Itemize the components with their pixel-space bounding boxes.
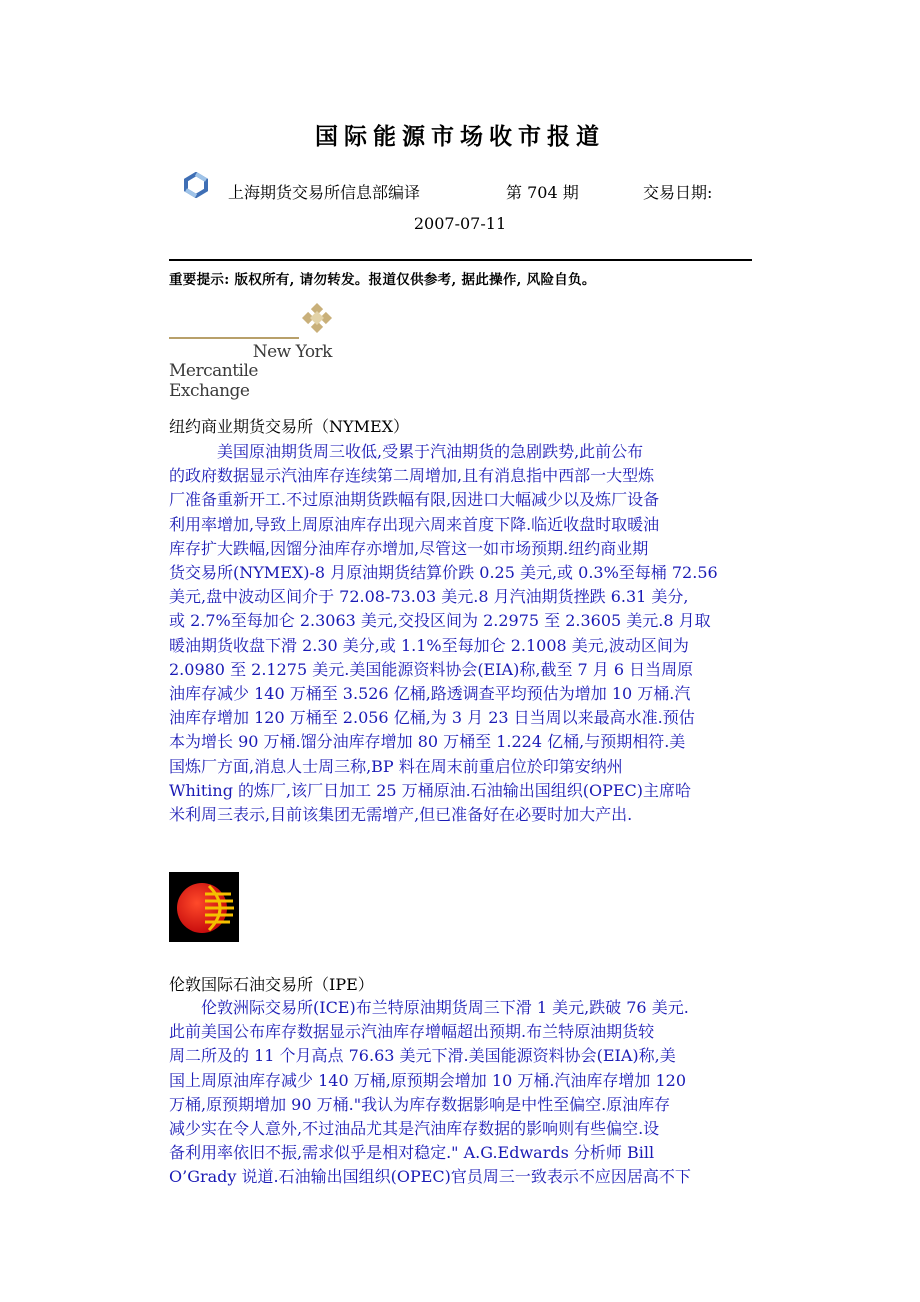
report-line: 货交易所(NYMEX)-8 月原油期货结算价跌 0.25 美元,或 0.3%至每桶 72.56 (169, 563, 718, 583)
report-line: 米利周三表示,目前该集团无需增产,但已准备好在必要时加大产出. (169, 805, 633, 825)
report-line: 油库存减少 140 万桶至 3.526 亿桶,路透调查平均预估为增加 10 万桶.汽 (169, 684, 691, 704)
report-line: O’Grady 说道.石油输出国组织(OPEC)官员周三一致表示不应因居高不下 (169, 1167, 691, 1187)
nymex-section-title: 纽约商业期货交易所（NYMEX） (169, 417, 410, 436)
ipe-logo (169, 872, 239, 942)
report-line: 美元,盘中波动区间介于 72.08-73.03 美元.8 月汽油期货挫跌 6.31 美分, (169, 587, 689, 607)
trade-date: 2007-07-11 (413, 214, 507, 233)
report-line: 厂准备重新开工.不过原油期货跌幅有限,因进口大幅减少以及炼厂设备 (169, 490, 660, 510)
header-divider (169, 259, 752, 261)
nymex-logo-line1: New York (252, 342, 332, 362)
report-line: 周二所及的 11 个月高点 76.63 美元下滑.美国能源资料协会(EIA)称,美 (169, 1046, 676, 1066)
nymex-logo (169, 300, 335, 401)
report-line: 利用率增加,导致上周原油库存出现六周来首度下降.临近收盘时取暖油 (169, 514, 660, 534)
ipe-section-title: 伦敦国际石油交易所（IPE） (169, 975, 374, 994)
ipe-report (169, 996, 752, 1190)
report-line: 伦敦洲际交易所(ICE)布兰特原油期货周三下滑 1 美元,跌破 76 美元. (169, 998, 689, 1017)
report-line: 库存扩大跌幅,因馏分油库存亦增加,尽管这一如市场预期.纽约商业期 (169, 538, 649, 558)
report-line: 美国原油期货周三收低,受累于汽油期货的急剧跌势,此前公布 (169, 442, 644, 461)
publisher-label: 上海期货交易所信息部编译 (228, 183, 421, 202)
copyright-notice: 重要提示: 版权所有, 请勿转发。报道仅供参考, 据此操作, 风险自负。 (169, 272, 596, 288)
report-line: 国炼厂方面,消息人士周三称,BP 料在周末前重启位於印第安纳州 (169, 756, 623, 776)
shfe-logo-icon (183, 172, 209, 198)
nymex-logo-rule (169, 337, 299, 339)
report-line: 万桶,原预期增加 90 万桶."我认为库存数据影响是中性至偏空.原油库存 (169, 1094, 671, 1114)
report-line: 国上周原油库存减少 140 万桶,原预期会增加 10 万桶.汽油库存增加 120 (169, 1070, 687, 1090)
nymex-report (169, 440, 752, 827)
report-line: 油库存增加 120 万桶至 2.056 亿桶,为 3 月 23 日当周以来最高水准.预估 (169, 708, 695, 728)
page-title: 国际能源市场收市报道 (315, 123, 605, 150)
report-line: 此前美国公布库存数据显示汽油库存增幅超出预期.布兰特原油期货较 (169, 1022, 655, 1042)
nymex-logo-line2: Mercantile Exchange (169, 361, 258, 401)
issue-number: 第 704 期 (506, 183, 579, 202)
report-line: 2.0980 至 2.1275 美元.美国能源资料协会(EIA)称,截至 7 月 6 日当周原 (169, 659, 694, 679)
nymex-emblem-icon (301, 302, 333, 334)
report-line: 备利用率依旧不振,需求似乎是相对稳定." A.G.Edwards 分析师 Bill (169, 1143, 655, 1163)
trade-date-label: 交易日期: (643, 183, 713, 202)
ipe-globe-icon (169, 872, 239, 942)
report-line: 的政府数据显示汽油库存连续第二周增加,且有消息指中西部一大型炼 (169, 466, 655, 486)
report-line: 暖油期货收盘下滑 2.30 美分,或 1.1%至每加仑 2.1008 美元,波动区间为 (169, 635, 689, 655)
report-line: 本为增长 90 万桶.馏分油库存增加 80 万桶至 1.224 亿桶,与预期相符.美 (169, 732, 686, 752)
report-line: Whiting 的炼厂,该厂日加工 25 万桶原油.石油输出国组织(OPEC)主席哈 (169, 780, 692, 800)
report-line: 或 2.7%至每加仑 2.3063 美元,交投区间为 2.2975 至 2.3605 美元.8 月取 (169, 611, 711, 631)
report-line: 减少实在令人意外,不过油品尤其是汽油库存数据的影响则有些偏空.设 (169, 1119, 660, 1139)
